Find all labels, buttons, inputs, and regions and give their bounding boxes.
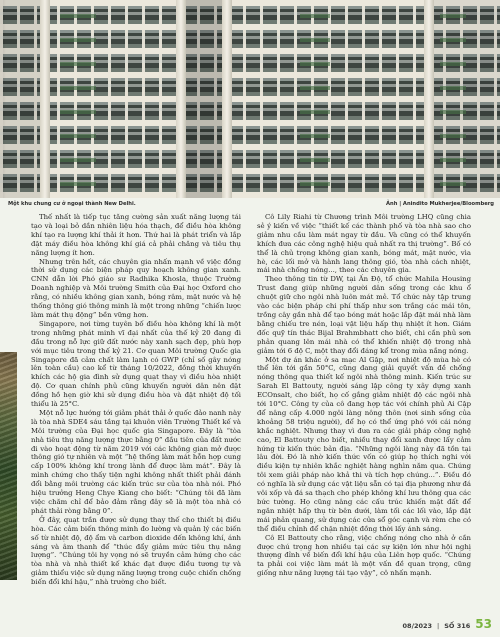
page-footer xyxy=(403,617,492,631)
paragraph: Một nỗ lực hướng tới giảm phát thải ở quốc đảo nanh này là tòa nhà SDE4 sáu tầng tại khuôn viên Trường Thiết kế và Môi trường của Đại học quốc gia Singapore. Đây là “tòa nhà tiêu thụ năng lượng thực bằng 0” đầu tiên của đất nước đi vào hoạt động từ năm 2019 với các không gian mở được thông gió tự nhiên và một “hệ thống làm mát hỗn hợp cung cấp 100% không khí trong lành để được làm mát”. Đây là mình chứng cho thấy tiện nghi không nhất thiết phải đánh đổi bằng môi trường các kiến trúc sư của tòa nhà nói. Phó hiệu trưởng Heng Chye Kiang cho biết: “Chúng tôi đã làm việc chăm chỉ để bảo đảm rằng đây sẽ là một tòa nhà có phát thải ròng bằng 0”. xyxy=(31,408,241,515)
paragraph: Cô El Battouty cho rằng, việc chống nóng cho nhà ở cần được chú trọng hơn nhiều tại các sự kiện lớn như hội nghị thượng đỉnh về biến đổi khí hậu của Liên hợp quốc. “Chúng ta phải coi việc làm mát là một vấn đề quan trọng, cũng giống như năng lượng tái tạo vậy”, cô nhấn mạnh. xyxy=(257,533,471,578)
footer-separator: | xyxy=(437,622,440,630)
issue-number: SỐ 316 xyxy=(444,622,471,630)
paragraph: Thế nhất là tiếp tục tăng cường sản xuất năng lượng tái tạo và loại bỏ dần nhiên liệu hóa thạch, để điều hòa không khí tạo ra lượng khí thải ít hơn. Thứ hai là phát triển và lắp đặt máy điều hòa không khí giá cả phải chăng và tiêu thụ năng lượng ít hơn. xyxy=(31,213,241,257)
article-column-right xyxy=(257,213,471,578)
page-number: 53 xyxy=(475,617,492,631)
paragraph: Theo thông tin từ DW, tại Ấn Độ, tổ chức Mahila Housing Trust đang giúp những người dân sống trong các khu ổ chuột giữ cho ngôi nhà luôn mát mẻ. Tổ chức này tập trung vào các biện pháp chi phí thấp như sơn trắng các mái tôn, trồng cây gần nhà để tạo bóng mát hoặc lắp đặt mái nhà làm bằng chiếu tre nén, loại vật liệu hấp thụ nhiệt ít hơn. Giám đốc quỹ tín thác Bijal Brahmbhatt cho biết, chi cần phủ sơn phản quang lên mái nhà có thể khiến nhiệt độ trong nhà giảm tới 6 độ C, một thay đổi đáng kể trong mùa nắng nóng. xyxy=(257,275,471,355)
paragraph: Một dự án khác ở sa mạc Al Gập, nơi nhiệt độ mùa hè có thể lên tới gần 50°C, cũng đang giải quyết vấn đề chống nóng thông qua thiết kế ngôi nhà thông minh. Kiến trúc sư Sarah El Battouty, người sáng lập công ty xây dựng xanh ECOnsalt, cho biết, họ cố gắng giảm nhiệt độ các ngôi nhà tới 10°C. Công ty của cô đang hợp tác với chính phủ Ai Cập để nâng cấp 4.000 ngôi làng nông thôn (nơi sinh sống của khoảng 58 triệu người), để họ có thể ứng phó với cái nóng khắc nghiệt. Nhưng thay vì đưa ra các giải pháp công nghệ cao, El Battouty cho biết, nhiều thay đổi xanh được lấy cảm hứng từ kiến thức bản địa. “Những ngôi làng này đã tồn tại lâu đời. Đó là nhờ kiến thức vốn có giúp họ thích nghi với điều kiện tự nhiên khắc nghiệt hàng nghìn năm qua. Chúng tôi xem giải pháp nào khả thi và tích hợp chúng...”. Điều đó có nghĩa là sử dụng các vật liệu sẵn có tại địa phương như đá vôi xốp và đá sa thạch cho phép không khí lưu thông qua các bức tường. Họ cũng nâng các cấu trúc khiến mặt đất để ngăn nhiệt hấp thụ từ bên dưới, làm tối các lối vào, lắp đặt mái phản quang, sử dụng các cửa sổ góc cạnh và rèm che có thể điều chỉnh để chặn nhiệt đồng thời lấy ánh sáng. xyxy=(257,355,471,533)
paragraph: Cô Lily Riahi từ Chương trình Môi trường LHQ cũng chia sẻ ý kiến về việc “thiết kế các thành phố và tòa nhà sao cho giảm nhu cầu làm mát ngay từ đầu. Và cũng có thể khuyến khích đưa các công nghệ hiệu quả nhất ra thị trường”. Bố có thể là chủ trọng không gian xanh, bóng mát, mặt nước, vìa hè, các lối mở và hành lang thông gió, tòa nhà cách nhiệt, mái nhà chống nóng..., theo các chuyên gia. xyxy=(257,213,471,275)
article-column-left xyxy=(31,213,241,587)
caption-text: Một khu chung cư ở ngoại thành New Delhi. xyxy=(8,201,136,207)
paragraph: Nhưng trên hết, các chuyên gia nhấn mạnh về việc đồng thời sử dụng các biện pháp quy hoạch không gian xanh. CNN dẫn lời Phó giáo sư Radhika Khosla, thuộc Trường Doanh nghiệp và Môi trường Smith của Đại học Oxford cho rằng, có nhiều không gian xanh, bóng râm, mặt nước và hệ thống thông gió thông minh là một trong những “chiến lược làm mát thụ động” bền vững hơn. xyxy=(31,257,241,319)
photo-caption xyxy=(0,199,500,211)
issue-date: 08/2023 xyxy=(402,622,433,630)
side-strip-photo xyxy=(0,352,17,580)
photo-credit: Ảnh | Anindito Mukherjee/Bloomberg xyxy=(386,201,494,207)
paragraph: Ở đây, quạt trần được sử dụng thay thế cho thiết bị điều hòa. Các cảm biến thông minh đo lường và quản lý các biến số từ nhiệt độ, độ ẩm và carbon dioxide đến không khí, ánh sáng và âm thanh để “thúc đẩy giảm mức tiêu thụ năng lượng”. “Chúng tôi hy vọng nó sẽ truyền cảm hứng cho các tòa nhà và nhà thiết kế khác đạt được điều tương tự và giảm thiểu việc sử dụng năng lượng trong cuộc chiến chống biến đổi khí hậu,” nhà trường cho biết. xyxy=(31,515,241,587)
apartment-building-photo xyxy=(0,0,500,198)
paragraph: Singapore, nơi từng tuyên bố điều hòa không khí là một trong những phát minh vĩ đại nhất của thế kỷ 20 đang đi đầu trong nỗ lực giữ đất nước này xanh sạch đẹp, phù hợp với mục tiêu trong thế kỷ 21. Cơ quan Môi trường Quốc gia Singapore đã cảm chất làm lạnh có GWP (chỉ số gây nóng lên toàn cầu) cao kể từ tháng 10/2022, đồng thời khuyến khích các hộ gia đình sử dụng quạt thay vì điều hòa nhiệt độ. Cơ quan chính phủ cũng khuyến người dân nên đặt đồng hồ hẹn giờ khi sử dụng điều hòa và đặt nhiệt độ tối thiểu là 25°C. xyxy=(31,319,241,409)
